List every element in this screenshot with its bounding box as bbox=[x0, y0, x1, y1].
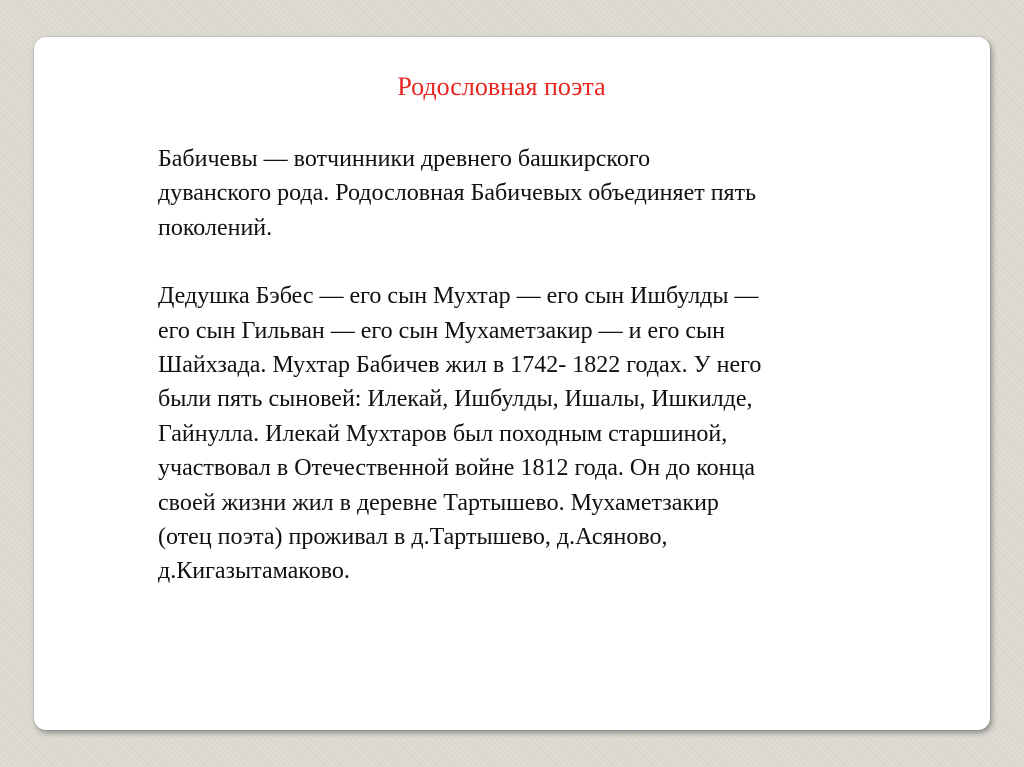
paragraph-lineage-intro bbox=[158, 142, 898, 245]
text-line: Гайнулла. Илекай Мухтаров был походным старшиной, bbox=[158, 420, 728, 447]
text-line: дуванского рода. Родословная Бабичевых объединяет пять bbox=[158, 180, 757, 207]
paragraph-lineage-details bbox=[158, 279, 898, 589]
text-line: поколений. bbox=[158, 214, 273, 241]
text-line: своей жизни жил в деревне Тартышево. Мухаметзакир bbox=[158, 489, 719, 516]
text-line: Дедушка Бэбес — его сын Мухтар — его сын Ишбулды — bbox=[158, 283, 759, 310]
text-line: были пять сыновей: Илекай, Ишбулды, Ишалы, Ишкилде, bbox=[158, 386, 753, 413]
text-line: участвовал в Отечественной войне 1812 года. Он до конца bbox=[158, 455, 756, 482]
paragraph-spacer bbox=[158, 245, 898, 279]
slide-body bbox=[158, 142, 898, 589]
slide-title: Родословная поэта bbox=[397, 72, 606, 101]
text-line: Бабичевы — вотчинники древнего башкирского bbox=[158, 146, 651, 172]
text-line: Шайхзада. Мухтар Бабичев жил в 1742- 1822 годах. У него bbox=[158, 352, 762, 379]
text-line: его сын Гильван — его сын Мухаметзакир — и его сын bbox=[158, 317, 725, 344]
text-line: д.Кигазытамаково. bbox=[158, 558, 350, 585]
text-line: (отец поэта) проживал в д.Тартышево, д.Асяново, bbox=[158, 524, 668, 551]
